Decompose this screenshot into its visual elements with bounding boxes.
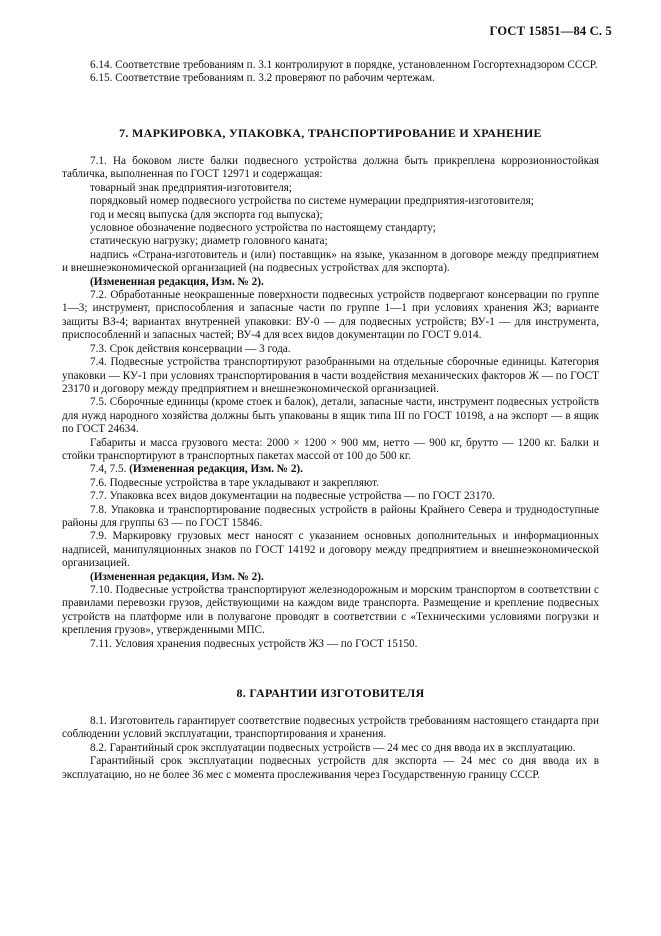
paragraph-7-2: 7.2. Обработанные неокрашенные поверхности подвесных устройств подвергают консервации по группе 1—3; инструмент, приспособления и запасные части по группе 1—1 при условиях хранения ЖЗ; варианте защиты ВЗ-4; вариантах внутренней упаковки: ВУ-0 — для подвесных устройств; ВУ-1 — для инструмента, приспособлений и запасных частей; ВУ-4 для всех видов документации по ГОСТ 9.014.: [62, 289, 599, 342]
revision-note: (Измененная редакция, Изм. № 2).: [129, 463, 303, 476]
section-8-heading: 8. ГАРАНТИИ ИЗГОТОВИТЕЛЯ: [236, 686, 425, 700]
paragraph-7-6: 7.6. Подвесные устройства в таре укладывают и закрепляют.: [90, 476, 379, 489]
paragraph-7-9: 7.9. Маркировку грузовых мест наносят с указанием основных дополнительных и информационных надписей, манипуляционных знаков по ГОСТ 14192 и договору между предприятием и внешнеэкономической организацией.: [62, 530, 599, 570]
list-item: статическую нагрузку; диаметр головного каната;: [90, 235, 328, 248]
paragraph-7-1: 7.1. На боковом листе балки подвесного устройства должна быть прикреплена коррозионностойкая табличка, выполненная по ГОСТ 12971 и содержащая:: [62, 155, 599, 181]
section-7-body: [62, 155, 599, 651]
paragraph-6-15: 6.15. Соответствие требованиям п. 3.2 проверяют по рабочим чертежам.: [90, 72, 435, 85]
revision-note-7-4-7-5: [62, 463, 599, 476]
list-item: условное обозначение подвесного устройства по настоящему стандарту;: [90, 222, 436, 235]
paragraph-7-5-dimensions: Габариты и масса грузового места: 2000 × 1200 × 900 мм, нетто — 900 кг, брутто — 1200 кг. Балки и стойки транспортируют в транспортных пакетах массой от 100 до 500 кг.: [62, 436, 599, 462]
revision-note: (Измененная редакция, Изм. № 2).: [90, 275, 264, 288]
paragraph-7-5: 7.5. Сборочные единицы (кроме стоек и балок), детали, запасные части, инструмент подвесных устройств для нужд народного хозяйства должны быть упакованы в ящик типа III по ГОСТ 10198, а на экспорт — в ящик по ГОСТ 24634.: [62, 396, 599, 436]
paragraph-7-4: 7.4. Подвесные устройства транспортируют разобранными на отдельные сборочные единицы. Категория упаковки — КУ-1 при условиях транспортирования в части воздействия механических факторов Ж — по ГОСТ 23170 и договору между предприятием и внешнеэкономической организацией.: [62, 356, 599, 395]
list-item: товарный знак предприятия-изготовителя;: [90, 181, 292, 194]
page-header: ГОСТ 15851—84 С. 5: [489, 24, 612, 38]
list-item: год и месяц выпуска (для экспорта год выпуска);: [90, 208, 323, 221]
section-7-heading: 7. МАРКИРОВКА, УПАКОВКА, ТРАНСПОРТИРОВАНИЕ И ХРАНЕНИЕ: [119, 126, 542, 140]
revision-ref: 7.4, 7.5.: [90, 463, 127, 476]
list-item: порядковый номер подвесного устройства по системе нумерации предприятия-изготовителя;: [90, 195, 534, 208]
paragraph-7-11: 7.11. Условия хранения подвесных устройств ЖЗ — по ГОСТ 15150.: [90, 637, 418, 650]
paragraph-8-2-export: Гарантийный срок эксплуатации подвесных устройств для экспорта — 24 мес со дня ввода их в эксплуатацию, но не более 36 мес с момента прослеживания через Государственную границу СССР.: [62, 755, 599, 781]
paragraph-7-10: 7.10. Подвесные устройства транспортируют железнодорожным и морским транспортом в соответствии с правилами перевозки грузов, действующими на каждом виде транспорта. Размещение и крепление подвесных устройств на платформе или в полувагоне проводят в соответствии с «Техническими условиями погрузки и крепления грузов», утвержденными МПС.: [62, 584, 599, 637]
section-6-tail: [62, 59, 599, 86]
paragraph-8-1: 8.1. Изготовитель гарантирует соответствие подвесных устройств требованиям настоящего стандарта при соблюдении условий эксплуатации, транспортирования и хранения.: [62, 715, 599, 741]
paragraph-7-1-end: надпись «Страна-изготовитель и (или) поставщик» на языке, указанном в договоре между предприятием и внешнеэкономической организацией (на подвесных устройствах для экспорта).: [62, 248, 599, 275]
paragraph-8-2: 8.2. Гарантийный срок эксплуатации подвесных устройств — 24 мес со дня ввода их в эксплуатацию.: [90, 741, 576, 754]
revision-note: (Измененная редакция, Изм. № 2).: [90, 570, 264, 583]
paragraph-7-3: 7.3. Срок действия консервации — 3 года.: [90, 342, 291, 355]
paragraph-7-7: 7.7. Упаковка всех видов документации на подвесные устройства — по ГОСТ 23170.: [90, 490, 495, 503]
paragraph-7-8: 7.8. Упаковка и транспортирование подвесных устройств в районы Крайнего Севера и труднодоступные районы для группы 63 — по ГОСТ 15846.: [62, 503, 599, 529]
paragraph-6-14: 6.14. Соответствие требованиям п. 3.1 контролируют в порядке, установленном Госгортехнадзором СССР.: [90, 59, 598, 71]
section-8-body: [62, 715, 599, 782]
